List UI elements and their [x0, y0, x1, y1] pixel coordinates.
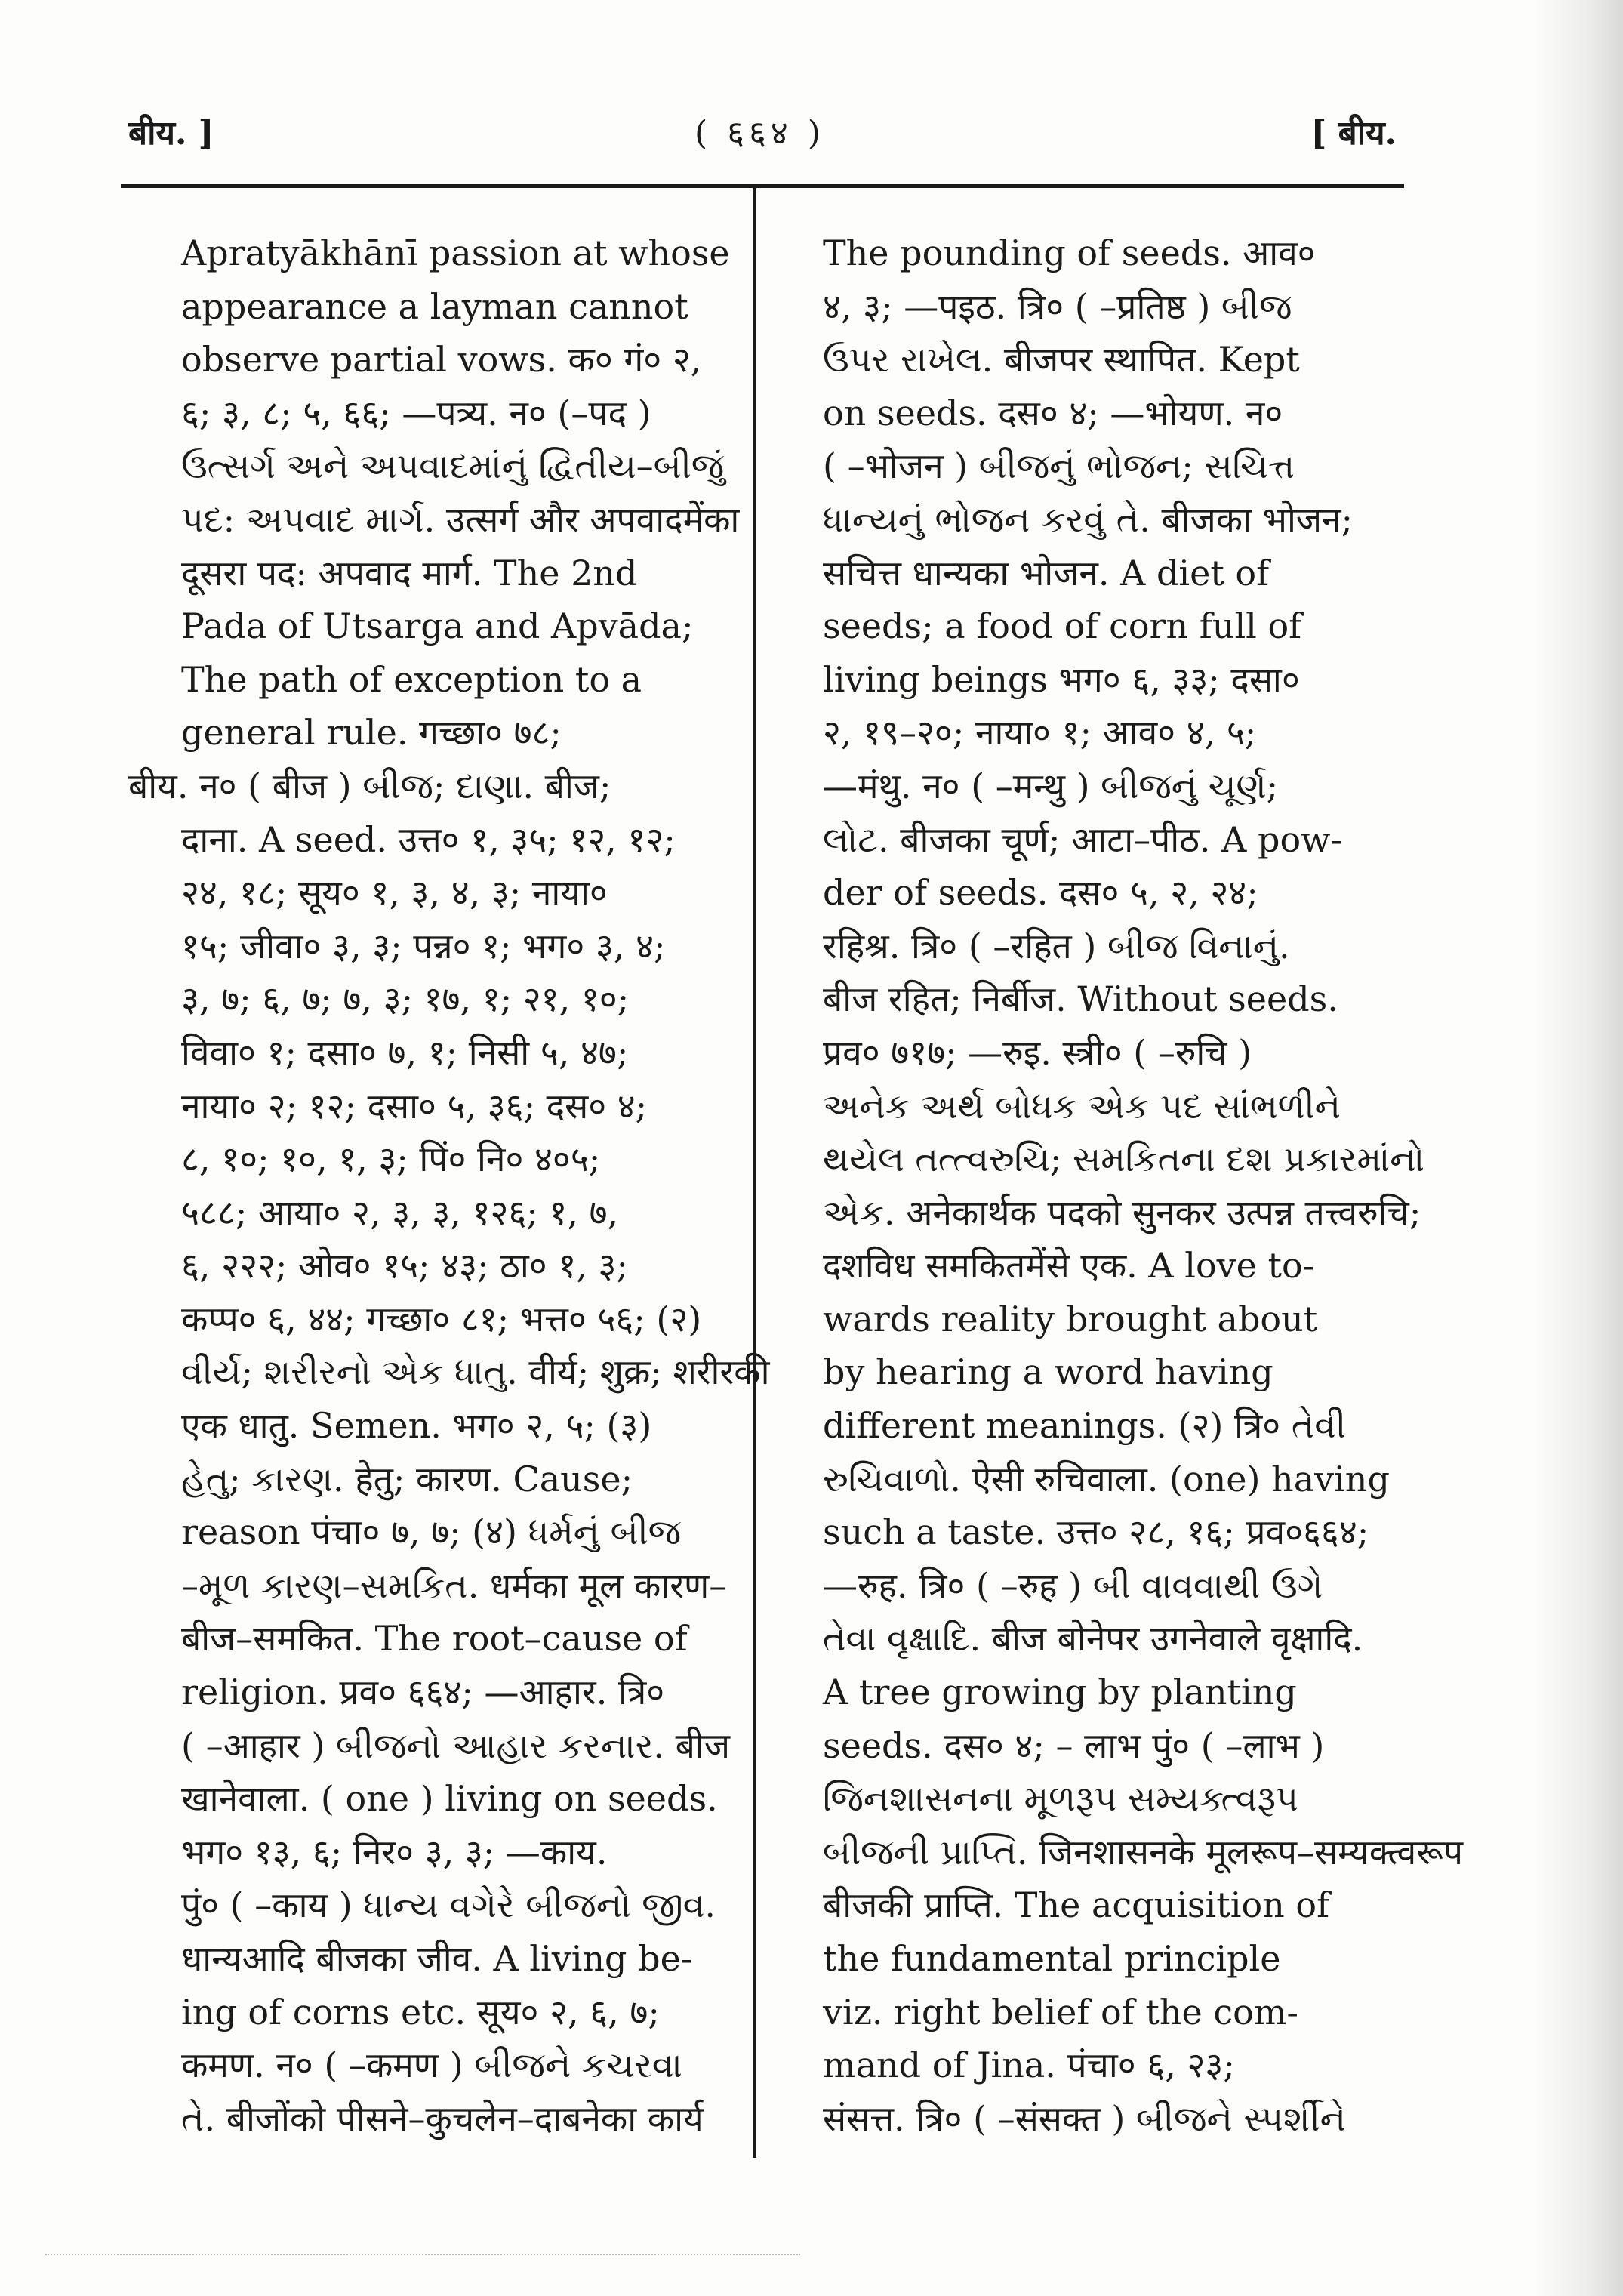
text-line: Apratyākhānī passion at whose — [181, 233, 730, 273]
left-column — [128, 227, 770, 2145]
page-number: ( ६६४ ) — [694, 114, 825, 153]
text-line: ઉત્સર્ગ અને અપવાદમાંનું દ્વિતીય–બીજું — [181, 445, 725, 487]
text-line: living beings भग० ६, ३३; दसा० — [823, 658, 1300, 700]
text-line: der of seeds. दस० ५, २, २४; — [823, 872, 1258, 914]
text-line: —रुह. त्रि० ( –रुह ) બી વાવવાથી ઉગે — [823, 1564, 1323, 1606]
text-line: १५; जीवा० ३, ३; पन्न० १; भग० ३, ४; — [181, 925, 666, 966]
text-line: ४, ३; —पइठ. त्रि० ( –प्रतिष्ठ ) બીજ — [823, 285, 1292, 327]
text-line: नाया० २; १२; दसा० ५, ३६; दस० ४; — [181, 1085, 648, 1126]
text-line: રુચિવાળો. ऐसी रुचिवाला. (one) having — [823, 1458, 1390, 1499]
text-line: ५८८; आया० २, ३, ३, १२६; १, ७, — [181, 1191, 619, 1233]
text-line: viz. right belief of the com- — [823, 1991, 1298, 2032]
text-line: The pounding of seeds. आव० — [823, 233, 1316, 273]
text-line: observe partial vows. क० गं० २, — [181, 339, 702, 381]
text-line: અનેક અર્થ બોધક એક પદ સાંભળીને — [823, 1085, 1341, 1126]
text-line: લોટ. बीजका चूर्ण; आटा–पीठ. A pow- — [823, 818, 1343, 860]
text-line: ६, २२२; ओव० १५; ४३; ठा० १, ३; — [181, 1245, 628, 1287]
text-line: ઉપર રાખેલ. बीजपर स्थापित. Kept — [823, 339, 1300, 381]
right-column-text — [823, 227, 1464, 2145]
text-line: विवा० १; दसा० ७, १; निसी ५, ४७; — [181, 1031, 629, 1073]
text-line: बीजकी प्राप्ति. The acquisition of — [823, 1885, 1330, 1926]
text-line: તે. बीजोंको पीसने–कुचलेन–दाबनेका कार्य — [181, 2097, 704, 2139]
text-line: –મૂળ કારણ–સમકિત. धर्मका मूल कारण– — [181, 1564, 727, 1606]
text-line: एक धातु. Semen. भग० २, ५; (३) — [181, 1405, 652, 1447]
text-line: seeds; a food of corn full of — [823, 606, 1302, 647]
text-line: २, १९–२०; नाया० १; आव० ४, ५; — [823, 712, 1257, 754]
text-line: different meanings. (२) त्रि० તેવી — [823, 1405, 1347, 1447]
text-line: by hearing a word having — [823, 1351, 1273, 1393]
page-header — [121, 98, 1404, 151]
text-line: दाना. A seed. उत्त० १, ३५; १२, १२; — [181, 818, 676, 860]
text-line: दशविध समकितमेंसे एक. A love to- — [823, 1245, 1315, 1287]
text-line: ६; ३, ८; ५, ६६; —पत्र्य. न० (–पद ) — [181, 392, 651, 433]
entry-biya — [128, 760, 770, 2145]
text-line: Pada of Utsarga and Apvāda; — [181, 606, 694, 647]
text-line: appearance a layman cannot — [181, 285, 688, 327]
scan-edge-shading — [1532, 0, 1623, 2296]
text-line: on seeds. दस० ४; —भोयण. न० — [823, 392, 1283, 433]
text-line: कप्प० ६, ४४; गच्छा० ८१; भत्त० ५६; (२) — [181, 1298, 702, 1339]
text-line: The path of exception to a — [181, 658, 642, 700]
text-line: २४, १८; सूय० १, ३, ४, ३; नाया० — [181, 872, 608, 914]
text-line: रहिश्र. त्रि० ( –रहित ) બીજ વિનાનું. — [823, 925, 1290, 966]
text-line: कमण. न० ( –कमण ) બીજને કચરવા — [181, 2045, 682, 2086]
text-line: હેતુ; કારણ. हेतु; कारण. Cause; — [181, 1458, 633, 1499]
column-divider — [753, 187, 756, 2158]
text-line: mand of Jina. पंचा० ६, २३; — [823, 2045, 1235, 2086]
text-line: प्रव० ७१७; —रुइ. स्त्री० ( –रुचि ) — [823, 1031, 1252, 1073]
text-line: ( –भोजन ) બીજનું ભોજન; સચિત્ત — [823, 445, 1295, 487]
text-line: બીજની પ્રાપ્તિ. जिनशासनके मूलरूप–सम्यक्त्वरूप — [823, 1831, 1464, 1872]
right-column — [823, 227, 1464, 2145]
text-line: बीय. न० ( बीज ) બીજ; દાણા. बीज; — [128, 765, 611, 806]
text-line: the fundamental principle — [823, 1938, 1281, 1979]
text-line: ८, १०; १०, १, ३; पिं० नि० ४०५; — [181, 1139, 601, 1180]
text-line: reason पंचा० ७, ७; (४) ધર્મનું બીજ — [181, 1512, 682, 1553]
text-line: ધાન્યનું ભોજન કરવું તે. बीजका भोजन; — [823, 498, 1354, 540]
text-line: खानेवाला. ( one ) living on seeds. — [181, 1778, 718, 1820]
text-line: ing of corns etc. सूय० २, ६, ७; — [181, 1991, 660, 2032]
text-line: such a taste. उत्त० २८, १६; प्रव०६६४; — [823, 1512, 1369, 1553]
text-line: A tree growing by planting — [823, 1672, 1297, 1713]
text-line: सचित्त धान्यका भोजन. A diet of — [823, 552, 1270, 593]
text-line: ३, ७; ६, ७; ७, ३; १७, १; २१, १०; — [181, 978, 630, 1020]
text-line: धान्यआदि बीजका जीव. A living be- — [181, 1938, 693, 1979]
scan-artifact-dots — [45, 2254, 800, 2257]
text-line: વીર્ય; શરીરનો એક ધાતુ. वीर्य; शुक्र; शरीरकी — [181, 1351, 770, 1393]
text-line: बीज रहित; निर्बीज. Without seeds. — [823, 978, 1338, 1020]
header-right-headword: [ बीय. — [1310, 114, 1397, 153]
text-line: જિનશાસનના મૂળરૂપ સમ્યક્ત્વરૂપ — [823, 1778, 1298, 1820]
text-line: भग० १३, ६; निर० ३, ३; —काय. — [181, 1831, 608, 1872]
continued-entry — [181, 227, 747, 760]
text-line: ( –आहार ) બીજનો આહાર કરનાર. बीज — [181, 1724, 730, 1766]
text-line: बीज–समकित. The root–cause of — [181, 1618, 688, 1660]
text-line: पुं० ( –काय ) ધાન્ય વગેરે બીજનો જીવ. — [181, 1885, 716, 1926]
header-rule — [121, 184, 1404, 188]
text-line: संसत्त. त्रि० ( –संसक्त ) બીજને સ્પર્શીને — [823, 2097, 1346, 2139]
text-line: થયેલ તત્ત્વરુચિ; સમકિતના દશ પ્રકારમાંનો — [823, 1139, 1424, 1180]
text-line: दूसरा पद: अपवाद मार्ग. The 2nd — [181, 552, 638, 593]
text-line: પદ: અપવાદ માર્ગ. उत्सर्ग और अपवादमेंका — [181, 498, 740, 540]
text-line: એક. अनेकार्थक पदको सुनकर उत्पन्न तत्त्वरुचि; — [823, 1191, 1421, 1233]
text-line: seeds. दस० ४; – लाभ पुं० ( –लाभ ) — [823, 1724, 1325, 1766]
header-left-headword: बीय. ] — [128, 114, 214, 153]
text-line: religion. प्रव० ६६४; —आहार. त्रि० — [181, 1672, 665, 1713]
text-line: general rule. गच्छा० ७८; — [181, 712, 562, 754]
text-line: તેવા વૃક્ષાદિ. बीज बोनेपर उगनेवाले वृक्षादि. — [823, 1618, 1363, 1660]
text-line: wards reality brought about — [823, 1298, 1318, 1339]
text-line: —मंथु. न० ( –मन्थु ) બીજનું ચૂર્ણ; — [823, 765, 1279, 806]
